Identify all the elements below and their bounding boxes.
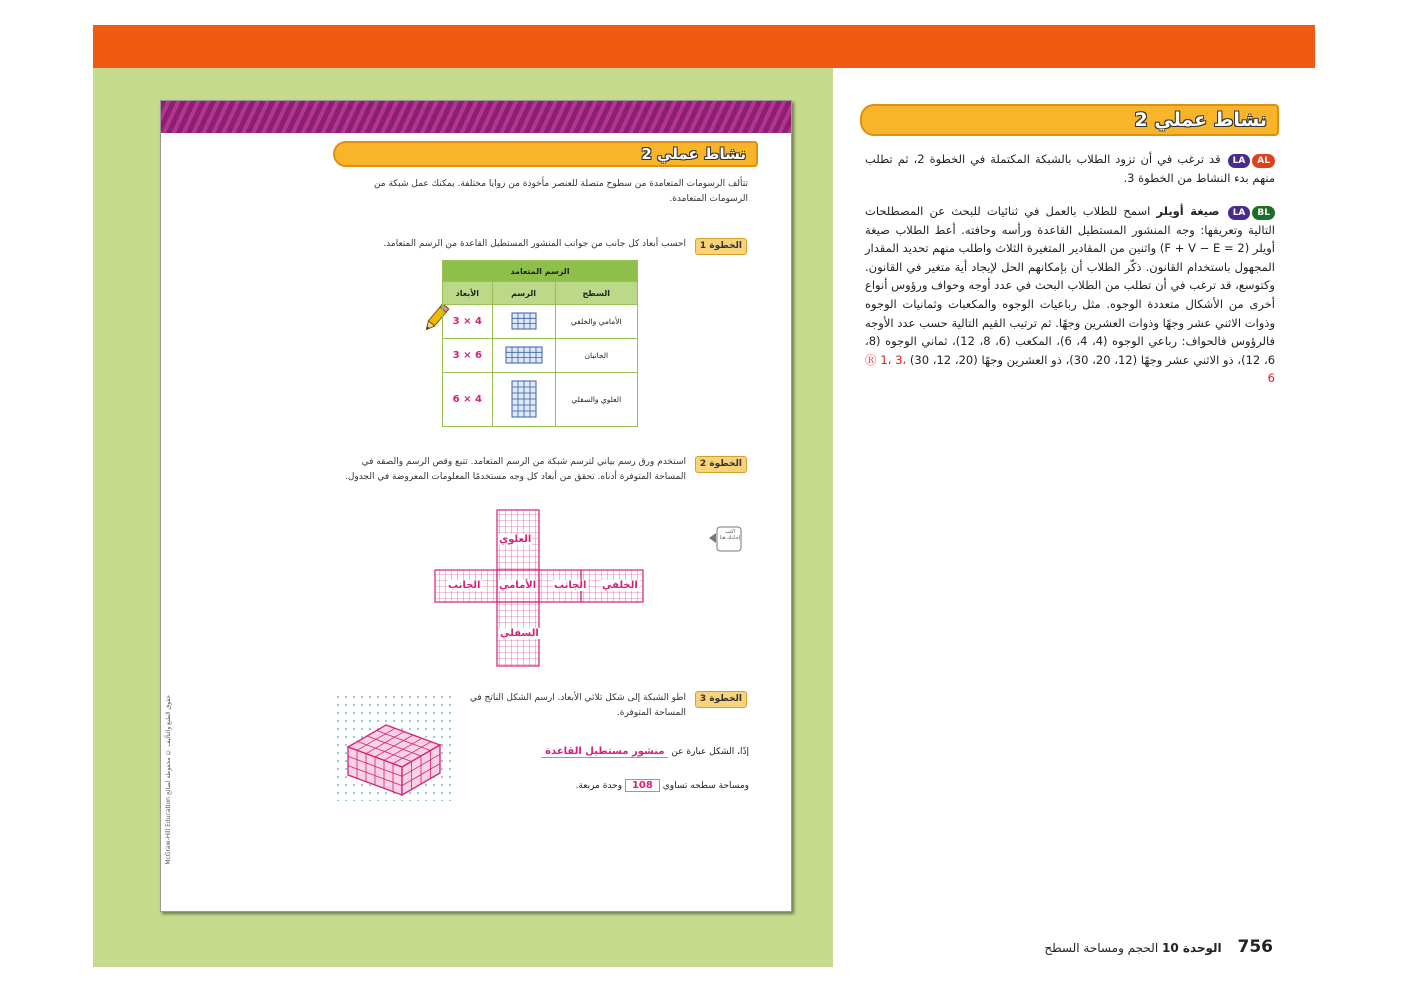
write-here-icon <box>707 525 743 553</box>
footer-unit-title: الحجم ومساحة السطح <box>1044 941 1159 955</box>
table-header-surface: السطح <box>555 282 637 305</box>
grid-6x3-drawing <box>505 346 543 364</box>
paragraph-2-answer: 1، 3، 6 <box>880 352 1275 386</box>
answer-marker-icon: Ⓡ <box>865 352 877 367</box>
result-prefix: إذًا، الشكل عبارة عن <box>671 747 749 757</box>
isometric-prism-drawing <box>336 695 452 801</box>
result-line <box>461 746 749 757</box>
step3-tag: الخطوة 3 <box>695 691 747 708</box>
table-row <box>443 373 638 427</box>
drawing-cell <box>492 305 555 339</box>
surface-cell: العلوي والسفلي <box>555 373 637 427</box>
net-label-side-right: الجانب <box>554 580 587 591</box>
area-line <box>521 780 749 791</box>
net-label-bottom: السفلي <box>500 628 539 639</box>
area-prefix: ومساحة سطحه تساوي <box>662 781 749 791</box>
drawing-cell <box>492 373 555 427</box>
paragraph-2-text: اسمح للطلاب بالعمل في ثنائيات للبحث عن المصطلحات التالية وتعريفها: وجه المنشور المستطيل القاعدة ورأسه وحافته. أعط الطلاب صيغة أويلر (F + V − E = 2) واثنين من المقادير المتغيرة الثلاث واطلب منهم تحديد المقدار المجهول باستخدام القانون. ذكّر الطلاب أن بإمكانهم الحل لإيجاد أية متغير في القانون. وكتوسع، قد ترغب في أن تطلب من الطلاب البحث في عدد أوجه وحواف ورؤوس أنواع أخرى من الأشكال متعددة الوجوه. مثل رباعيات الوجوه والمكعبات وثمانيات الوجوه وذوات الاثني عشر وجهًا وذوات العشرين وجهًا. ثم ترتيب القيم التالية حسب عدد الأوجه فالرؤوس فالحواف: رباعي الوجوه (4، 4، 6)، المكعب (6، 8، 12)، ثماني الوجوه (8، 6، 12)، ذو الاثني عشر وجهًا (12، 20، 30)، ذو العشرين وجهًا (20، 12، 30) <box>865 204 1276 367</box>
table-row <box>443 339 638 373</box>
step2-text: استخدم ورق رسم بياني لترسم شبكة من الرسم المتعامد. تتبع وقص الرسم والصقه في المساحة المتوفرة أدناه. تحقق من أبعاد كل وجه مستخدمًا المعلومات المعروضة في الجدول. <box>344 457 686 482</box>
surface-cell: الجانبان <box>555 339 637 373</box>
area-suffix: وحدة مربعة. <box>575 781 623 791</box>
page-footer <box>1044 937 1273 957</box>
table-header-dim: الأبعاد <box>443 282 493 305</box>
paragraph-1-text: قد ترغب في أن تزود الطلاب بالشبكة المكتملة في الخطوة 2، ثم تطلب منهم بدء النشاط من الخطوة 3. <box>865 152 1275 185</box>
table-header-drawing: الرسم <box>492 282 555 305</box>
grid-4x6-drawing <box>511 380 537 418</box>
net-label-front: الأمامي <box>499 580 537 591</box>
orthographic-table <box>442 260 638 427</box>
write-here-label: اكتب إجابتك هنا <box>719 529 741 541</box>
student-page <box>160 100 792 912</box>
net-label-back: الخلفي <box>602 580 638 591</box>
table-title: الرسم المتعامد <box>443 261 638 282</box>
step2-tag: الخطوة 2 <box>695 456 747 473</box>
net-label-top: العلوي <box>499 534 532 545</box>
page-header-stripe <box>161 101 791 133</box>
student-activity-title: نشاط عملي 2 <box>641 145 746 163</box>
badge-al: AL <box>1252 154 1275 168</box>
student-intro: تتألف الرسومات المتعامدة من سطوح متصلة للعنصر مأخوذة من زوايا مختلفة. يمكنك عمل شبكة من الرسومات المتعامدة. <box>373 179 748 204</box>
step1-tag: الخطوة 1 <box>695 238 747 255</box>
footer-unit: الوحدة 10 <box>1161 941 1222 955</box>
dim-cell: 3 × 4 <box>443 305 493 339</box>
teacher-activity-title: نشاط عملي 2 <box>1134 109 1267 131</box>
net-label-side-left: الجانب <box>448 580 481 591</box>
student-activity-banner <box>333 141 758 167</box>
teacher-activity-banner <box>860 104 1279 136</box>
teacher-paragraph-1 <box>865 150 1275 187</box>
dim-cell: 3 × 6 <box>443 339 493 373</box>
paragraph-2-title: صيغة أويلر <box>1156 204 1220 218</box>
area-value: 108 <box>625 779 660 792</box>
teacher-paragraph-2 <box>865 202 1275 388</box>
top-orange-bar <box>93 25 1315 68</box>
page-number: 756 <box>1237 937 1273 957</box>
table-row <box>443 305 638 339</box>
result-answer: منشور مستطيل القاعدة <box>541 746 668 758</box>
badge-la: LA <box>1228 206 1251 220</box>
copyright-vertical: McGraw-Hill Education حقوق الطبع والتأليف © محفوظة لصالح <box>165 695 172 865</box>
surface-cell: الأمامي والخلفي <box>555 305 637 339</box>
badge-bl: BL <box>1252 206 1275 220</box>
step3-text: اطو الشبكة إلى شكل ثلاثي الأبعاد. ارسم الشكل الناتج في المساحة المتوفرة. <box>469 693 686 718</box>
dim-cell: 6 × 4 <box>443 373 493 427</box>
drawing-cell <box>492 339 555 373</box>
step1-text: احسب أبعاد كل جانب من جوانب المنشور المستطيل القاعدة من الرسم المتعامد. <box>383 239 686 249</box>
grid-4x3-drawing <box>511 312 537 330</box>
badge-la: LA <box>1228 154 1251 168</box>
